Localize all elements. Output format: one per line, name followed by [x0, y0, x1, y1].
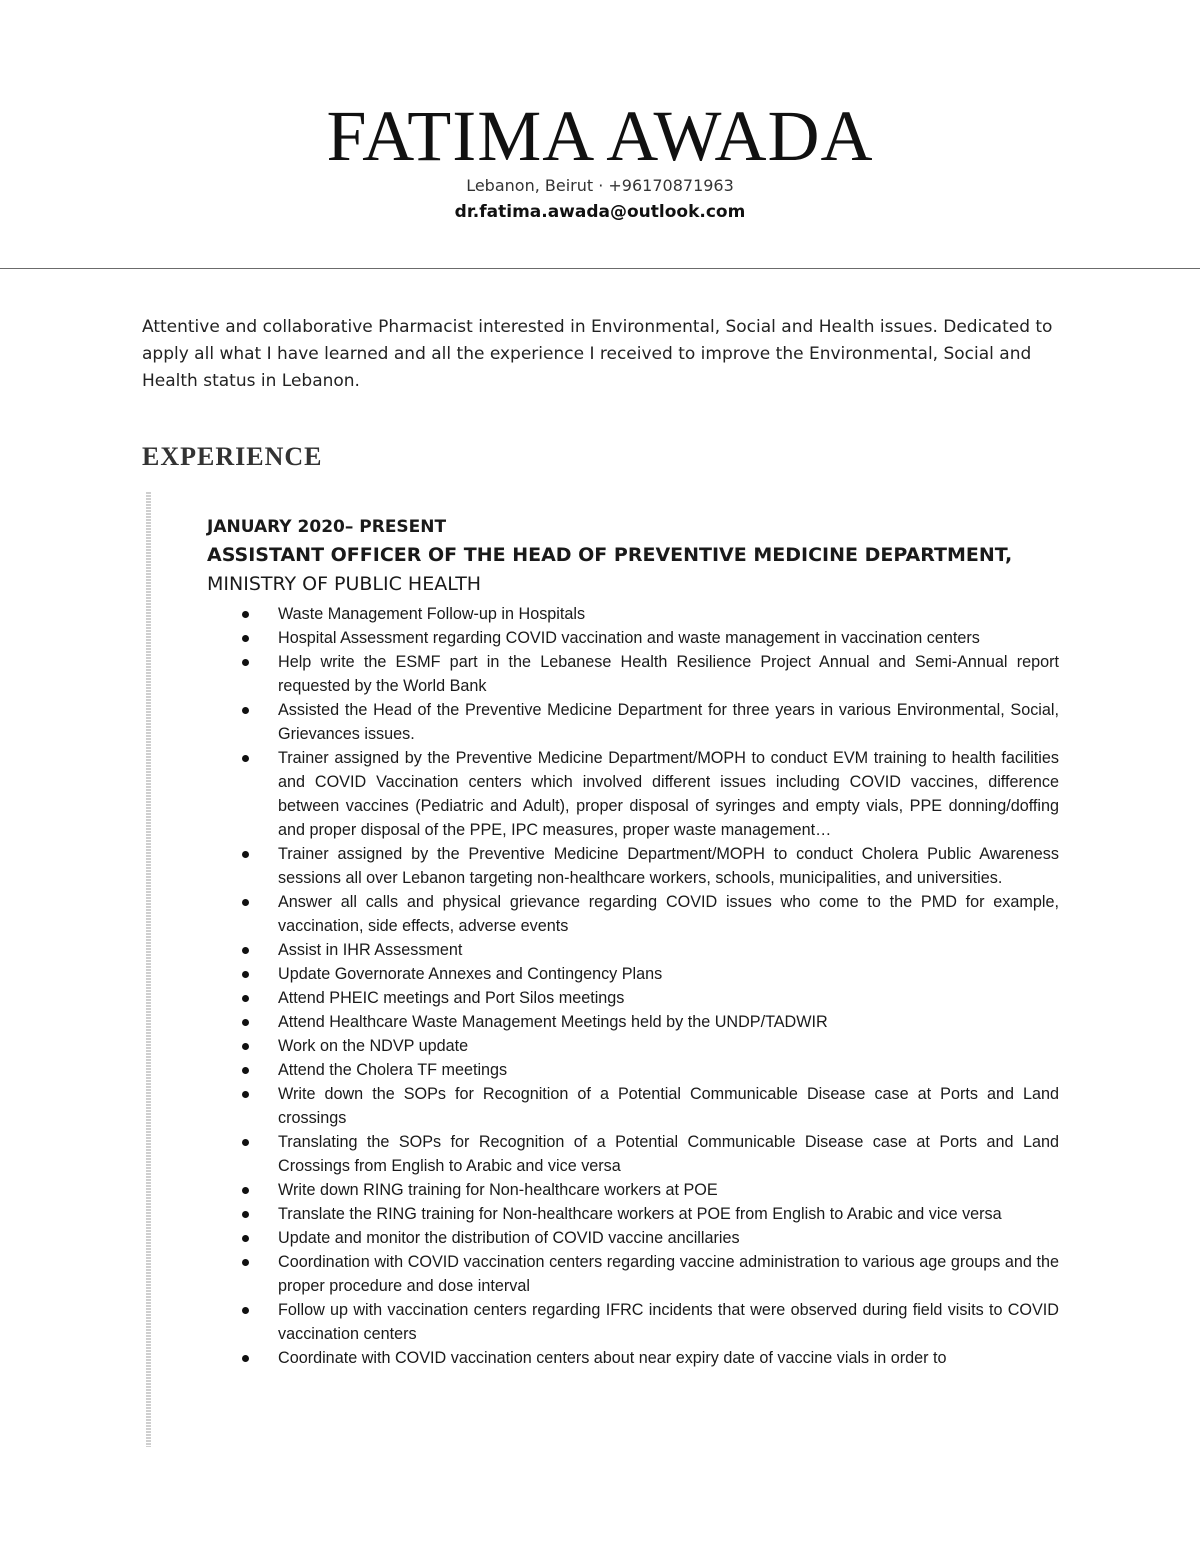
duty-text: Work on the NDVP update	[278, 1037, 469, 1055]
duty-item	[207, 1298, 1059, 1346]
bullet-icon	[242, 1355, 249, 1362]
duty-text: Update Governorate Annexes and Contingency Plans	[278, 965, 663, 983]
duty-text: Attend PHEIC meetings and Port Silos meetings	[278, 989, 625, 1007]
header-divider	[0, 268, 1200, 269]
bullet-icon	[242, 1043, 249, 1050]
bullet-icon	[242, 1235, 249, 1242]
duty-text: Write down the SOPs for Recognition of a Potential Communicable Disease case at Ports and Land crossings	[278, 1085, 1059, 1127]
duty-item	[207, 650, 1059, 698]
duty-item	[207, 962, 1059, 986]
bullet-icon	[242, 899, 249, 906]
bullet-icon	[242, 611, 249, 618]
duty-item	[207, 698, 1059, 746]
duty-text: Assisted the Head of the Preventive Medicine Department for three years in various Environmental, Social, Grievances issues.	[278, 701, 1059, 743]
duty-text: Trainer assigned by the Preventive Medicine Department/MOPH to conduct EVM training to health facilities and COVID Vaccination centers which involved different issues including COVID vaccines, difference between vaccines (Pediatric and Adult), proper disposal of syringes and empty vials, PPE donning/doffing and proper disposal of the PPE, IPC measures, proper waste management…	[278, 749, 1059, 839]
bullet-icon	[242, 707, 249, 714]
duty-item	[207, 1130, 1059, 1178]
bullet-icon	[242, 1187, 249, 1194]
duty-text: Help write the ESMF part in the Lebanese Health Resilience Project Annual and Semi-Annual report requested by the World Bank	[278, 653, 1059, 695]
duty-item	[207, 1082, 1059, 1130]
experience-side-bar	[146, 492, 151, 1447]
bullet-icon	[242, 659, 249, 666]
job-dates: JANUARY 2020– PRESENT	[207, 517, 447, 537]
duty-text: Hospital Assessment regarding COVID vaccination and waste management in vaccination centers	[278, 629, 980, 647]
bullet-icon	[242, 995, 249, 1002]
job-entry	[207, 514, 1059, 1370]
experience-section-title: EXPERIENCE	[142, 442, 323, 471]
duty-item	[207, 1178, 1059, 1202]
duty-text: Coordinate with COVID vaccination centers about near expiry date of vaccine vials in order to	[278, 1349, 947, 1367]
bullet-icon	[242, 1091, 249, 1098]
job-title: ASSISTANT OFFICER OF THE HEAD OF PREVENTIVE MEDICINE DEPARTMENT,	[207, 544, 1013, 566]
job-organization: MINISTRY OF PUBLIC HEALTH	[207, 573, 482, 595]
duty-text: Follow up with vaccination centers regarding IFRC incidents that were observed during field visits to COVID vaccination centers	[278, 1301, 1059, 1343]
duty-item	[207, 602, 1059, 626]
bullet-icon	[242, 971, 249, 978]
duty-item	[207, 1034, 1059, 1058]
professional-summary: Attentive and collaborative Pharmacist interested in Environmental, Social and Health issues. Dedicated to apply all what I have learned and all the experience I received to improve the Environmental, Social and Health status in Lebanon.	[142, 317, 1053, 391]
bullet-icon	[242, 1139, 249, 1146]
duty-item	[207, 890, 1059, 938]
duty-item	[207, 1226, 1059, 1250]
duty-text: Answer all calls and physical grievance regarding COVID issues who come to the PMD for example, vaccination, side effects, adverse events	[278, 893, 1059, 935]
bullet-icon	[242, 1067, 249, 1074]
candidate-name: FATIMA AWADA	[326, 96, 874, 176]
duties-list	[207, 602, 1059, 1370]
duty-text: Attend Healthcare Waste Management Meetings held by the UNDP/TADWIR	[278, 1013, 828, 1031]
duty-item	[207, 1346, 1059, 1370]
bullet-icon	[242, 635, 249, 642]
duty-text: Coordination with COVID vaccination centers regarding vaccine administration to various age groups and the proper procedure and dose interval	[278, 1253, 1059, 1295]
duty-text: Attend the Cholera TF meetings	[278, 1061, 508, 1079]
contact-line: Lebanon, Beirut · +96170871963	[466, 176, 734, 195]
bullet-icon	[242, 947, 249, 954]
duty-text: Translating the SOPs for Recognition of a Potential Communicable Disease case at Ports and Land Crossings from English to Arabic and vice versa	[278, 1133, 1059, 1175]
duty-item	[207, 1250, 1059, 1298]
bullet-icon	[242, 1019, 249, 1026]
duty-text: Translate the RING training for Non-healthcare workers at POE from English to Arabic and vice versa	[278, 1205, 1002, 1223]
duty-text: Write down RING training for Non-healthcare workers at POE	[278, 1181, 718, 1199]
bullet-icon	[242, 851, 249, 858]
bullet-icon	[242, 1259, 249, 1266]
email-address[interactable]: dr.fatima.awada@outlook.com	[454, 202, 746, 222]
duty-item	[207, 1058, 1059, 1082]
duty-text: Assist in IHR Assessment	[278, 941, 463, 959]
bullet-icon	[242, 1307, 249, 1314]
duty-item	[207, 626, 1059, 650]
duty-item	[207, 746, 1059, 842]
duty-text: Waste Management Follow-up in Hospitals	[278, 605, 586, 623]
duty-item	[207, 938, 1059, 962]
duty-item	[207, 1202, 1059, 1226]
bullet-icon	[242, 1211, 249, 1218]
duty-item	[207, 986, 1059, 1010]
duty-item	[207, 1010, 1059, 1034]
duty-text: Update and monitor the distribution of COVID vaccine ancillaries	[278, 1229, 740, 1247]
duty-item	[207, 842, 1059, 890]
duty-text: Trainer assigned by the Preventive Medicine Department/MOPH to conduct Cholera Public Awareness sessions all over Lebanon targeting non-healthcare workers, schools, municipalities, and universities.	[278, 845, 1059, 887]
bullet-icon	[242, 755, 249, 762]
